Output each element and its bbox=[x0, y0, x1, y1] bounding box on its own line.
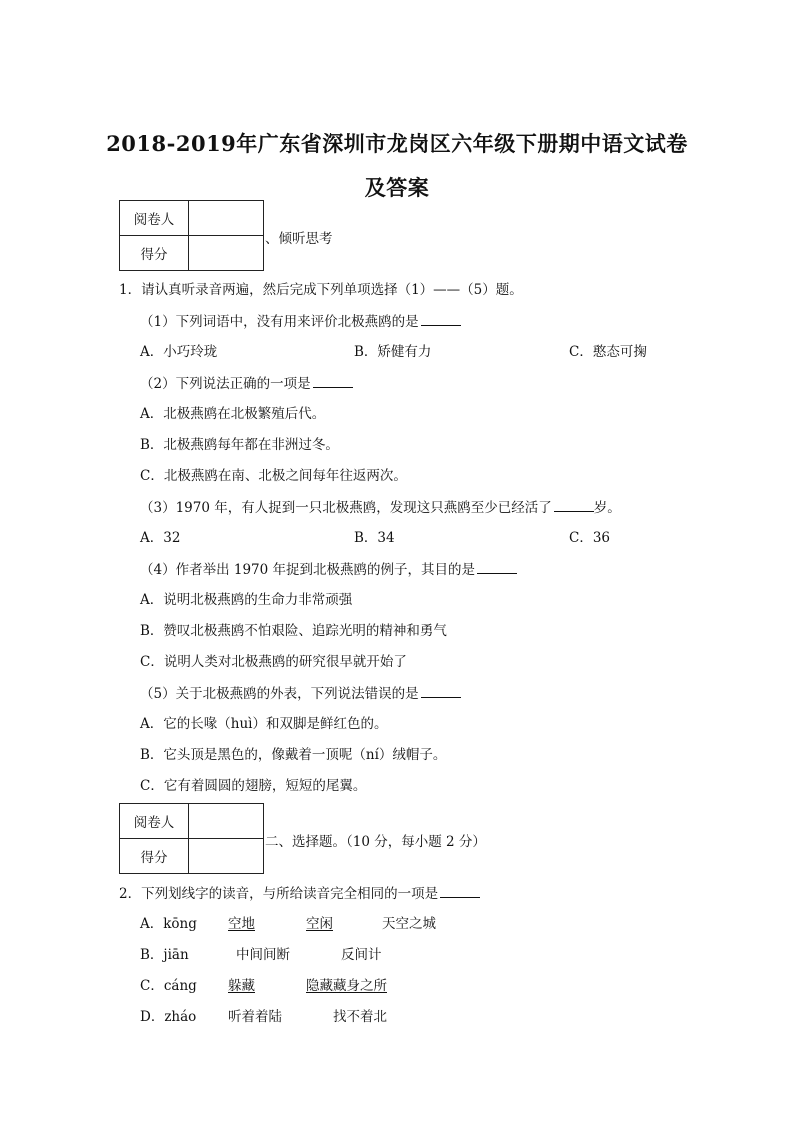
q1-sub1-option-a: A．小巧玲珑 bbox=[140, 344, 218, 360]
score-cell bbox=[189, 839, 264, 874]
q1-sub2-option-b: B．北极燕鸥每年都在非洲过冬。 bbox=[140, 437, 339, 453]
answer-blank bbox=[440, 884, 480, 898]
q2-option-a-label: A．kōng bbox=[140, 916, 197, 932]
q1-sub5-stem bbox=[140, 684, 461, 703]
q1-sub4-option-a: A．说明北极燕鸥的生命力非常顽强 bbox=[140, 592, 353, 608]
reviewer-label: 阅卷人 bbox=[120, 804, 189, 839]
q2-option-d-word1: 听着着陆 bbox=[228, 1009, 282, 1025]
score-box-1 bbox=[119, 200, 264, 271]
q2-option-b-label: B．jiān bbox=[140, 947, 189, 963]
q2-option-d-label: D．zháo bbox=[140, 1009, 197, 1025]
q1-sub5-text: （5）关于北极燕鸥的外表，下列说法错误的是 bbox=[140, 686, 419, 702]
q1-sub3-text: （3）1970 年，有人捉到一只北极燕鸥，发现这只燕鸥至少已经活了 bbox=[140, 500, 552, 516]
q1-sub4-stem bbox=[140, 560, 517, 579]
answer-blank bbox=[313, 374, 353, 388]
q2-option-a-word3: 天空之城 bbox=[382, 916, 436, 932]
document-title-line2: 及答案 bbox=[364, 175, 430, 200]
q1-sub2-option-a: A．北极燕鸥在北极繁殖后代。 bbox=[140, 406, 326, 422]
reviewer-cell bbox=[189, 201, 264, 236]
q1-sub1-stem bbox=[140, 312, 461, 331]
reviewer-cell bbox=[189, 804, 264, 839]
q1-sub2-stem bbox=[140, 374, 353, 393]
q1-sub3-option-a: A．32 bbox=[140, 530, 181, 546]
q1-sub5-option-a: A．它的长喙（huì）和双脚是鲜红色的。 bbox=[140, 716, 388, 732]
q1-sub1-text: （1）下列词语中，没有用来评价北极燕鸥的是 bbox=[140, 314, 419, 330]
q1-sub1-option-c: C．憨态可掬 bbox=[569, 344, 647, 360]
q1-sub5-option-b: B．它头顶是黑色的，像戴着一顶呢（ní）绒帽子。 bbox=[140, 747, 447, 763]
q1-sub3-option-b: B．34 bbox=[354, 530, 395, 546]
q2-option-c-word1: 躲藏 bbox=[228, 978, 255, 994]
answer-blank bbox=[477, 560, 517, 574]
section1-heading: 、倾听思考 bbox=[265, 231, 333, 247]
q2-option-a-word2: 空闲 bbox=[306, 916, 333, 932]
q1-sub5-option-c: C．它有着圆圆的翅膀，短短的尾翼。 bbox=[140, 778, 367, 794]
q1-sub4-text: （4）作者举出 1970 年捉到北极燕鸥的例子，其目的是 bbox=[140, 562, 476, 578]
q2-text: 2．下列划线字的读音，与所给读音完全相同的一项是 bbox=[119, 886, 439, 902]
q2-option-d-word2: 找不着北 bbox=[333, 1009, 387, 1025]
score-label: 得分 bbox=[120, 236, 189, 271]
q2-option-c-word2: 隐藏藏身之所 bbox=[306, 978, 387, 994]
reviewer-label: 阅卷人 bbox=[120, 201, 189, 236]
q1-sub3-stem-end: 岁。 bbox=[593, 500, 621, 516]
q2-option-b-word1: 中间间断 bbox=[236, 947, 290, 963]
q1-stem: 1．请认真听录音两遍，然后完成下列单项选择（1）——（5）题。 bbox=[119, 282, 523, 298]
answer-blank bbox=[554, 498, 594, 512]
document-title-line1: 2018-2019年广东省深圳市龙岗区六年级下册期中语文试卷 bbox=[106, 131, 688, 156]
q2-option-b-word2: 反间计 bbox=[341, 947, 382, 963]
score-label: 得分 bbox=[120, 839, 189, 874]
q1-sub3-stem bbox=[140, 498, 621, 517]
answer-blank bbox=[421, 312, 461, 326]
score-cell bbox=[189, 236, 264, 271]
q2-stem bbox=[119, 884, 480, 903]
q2-option-c-label: C．cáng bbox=[140, 978, 197, 994]
q1-sub3-option-c: C．36 bbox=[569, 530, 611, 546]
q1-sub4-option-c: C．说明人类对北极燕鸥的研究很早就开始了 bbox=[140, 654, 407, 670]
q1-sub2-option-c: C．北极燕鸥在南、北极之间每年往返两次。 bbox=[140, 468, 407, 484]
answer-blank bbox=[421, 684, 461, 698]
q1-sub2-text: （2）下列说法正确的一项是 bbox=[140, 376, 311, 392]
q1-sub1-option-b: B．矫健有力 bbox=[354, 344, 432, 360]
score-box-2 bbox=[119, 803, 264, 874]
q1-sub4-option-b: B．赞叹北极燕鸥不怕艰险、追踪光明的精神和勇气 bbox=[140, 623, 447, 639]
section2-heading: 二、选择题。（10 分，每小题 2 分） bbox=[265, 834, 486, 850]
q2-option-a-word1: 空地 bbox=[228, 916, 255, 932]
